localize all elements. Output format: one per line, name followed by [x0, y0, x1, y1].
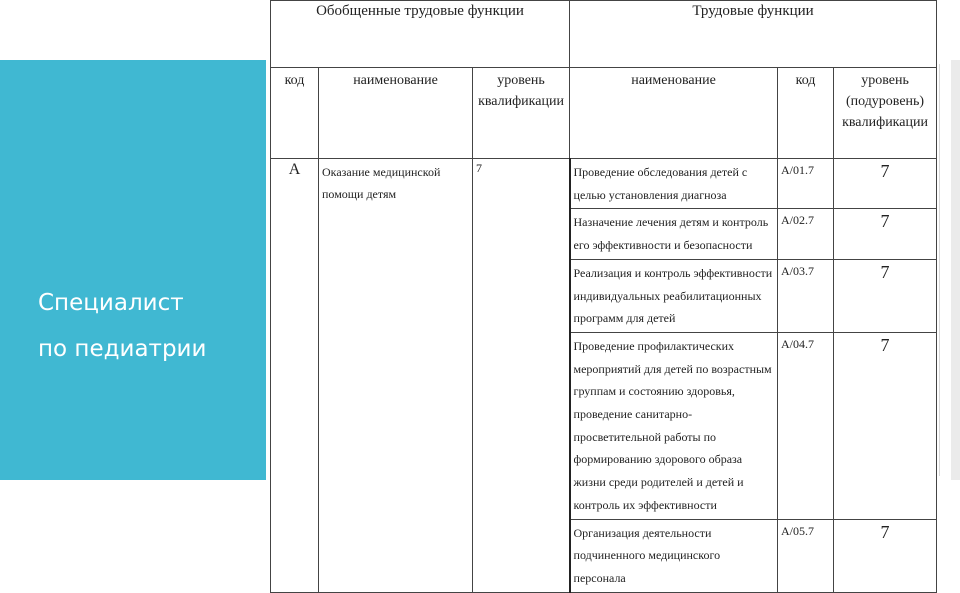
slide-title-line-1: Специалист [38, 290, 184, 316]
col-header-function-level: уровень (подуровень) квалификации [834, 68, 937, 159]
function-name: Проведение профилактических мероприятий для детей по возрастным группам и состоянию здоровья, проведение санитарно-просветительной работы по формированию здорового образа жизни среди родителей и детей и контроль их эффективности [570, 332, 778, 519]
function-code: А/02.7 [778, 209, 834, 259]
slide-title-line-2: по педиатрии [38, 336, 207, 362]
right-divider [939, 64, 940, 476]
function-name: Назначение лечения детям и контроль его эффективности и безопасности [570, 209, 778, 259]
slide-title [38, 280, 206, 372]
function-code: А/01.7 [778, 159, 834, 209]
col-header-level: уровень квалификации [473, 68, 570, 159]
function-code: А/05.7 [778, 519, 834, 592]
table-row [271, 159, 937, 209]
table-header-row-1 [271, 1, 937, 68]
generalized-name: Оказание медицинской помощи детям [319, 159, 473, 593]
side-panel [0, 60, 266, 480]
function-level: 7 [834, 519, 937, 592]
generalized-code: А [271, 159, 319, 593]
header-labor-functions: Трудовые функции [570, 1, 937, 68]
function-level: 7 [834, 259, 937, 332]
generalized-level: 7 [473, 159, 570, 593]
table-header-row-2 [271, 68, 937, 159]
col-header-name: наименование [319, 68, 473, 159]
labor-functions-table [270, 0, 937, 593]
col-header-function-code: код [778, 68, 834, 159]
col-header-code: код [271, 68, 319, 159]
col-header-function-name: наименование [570, 68, 778, 159]
function-name: Проведение обследования детей с целью установления диагноза [570, 159, 778, 209]
function-code: А/04.7 [778, 332, 834, 519]
right-accent-bar [951, 60, 960, 480]
document-scan [270, 0, 936, 585]
function-code: А/03.7 [778, 259, 834, 332]
function-name: Организация деятельности подчиненного медицинского персонала [570, 519, 778, 592]
function-level: 7 [834, 209, 937, 259]
header-generalized-functions: Обобщенные трудовые функции [271, 1, 570, 68]
function-name: Реализация и контроль эффективности индивидуальных реабилитационных программ для детей [570, 259, 778, 332]
function-level: 7 [834, 332, 937, 519]
function-level: 7 [834, 159, 937, 209]
